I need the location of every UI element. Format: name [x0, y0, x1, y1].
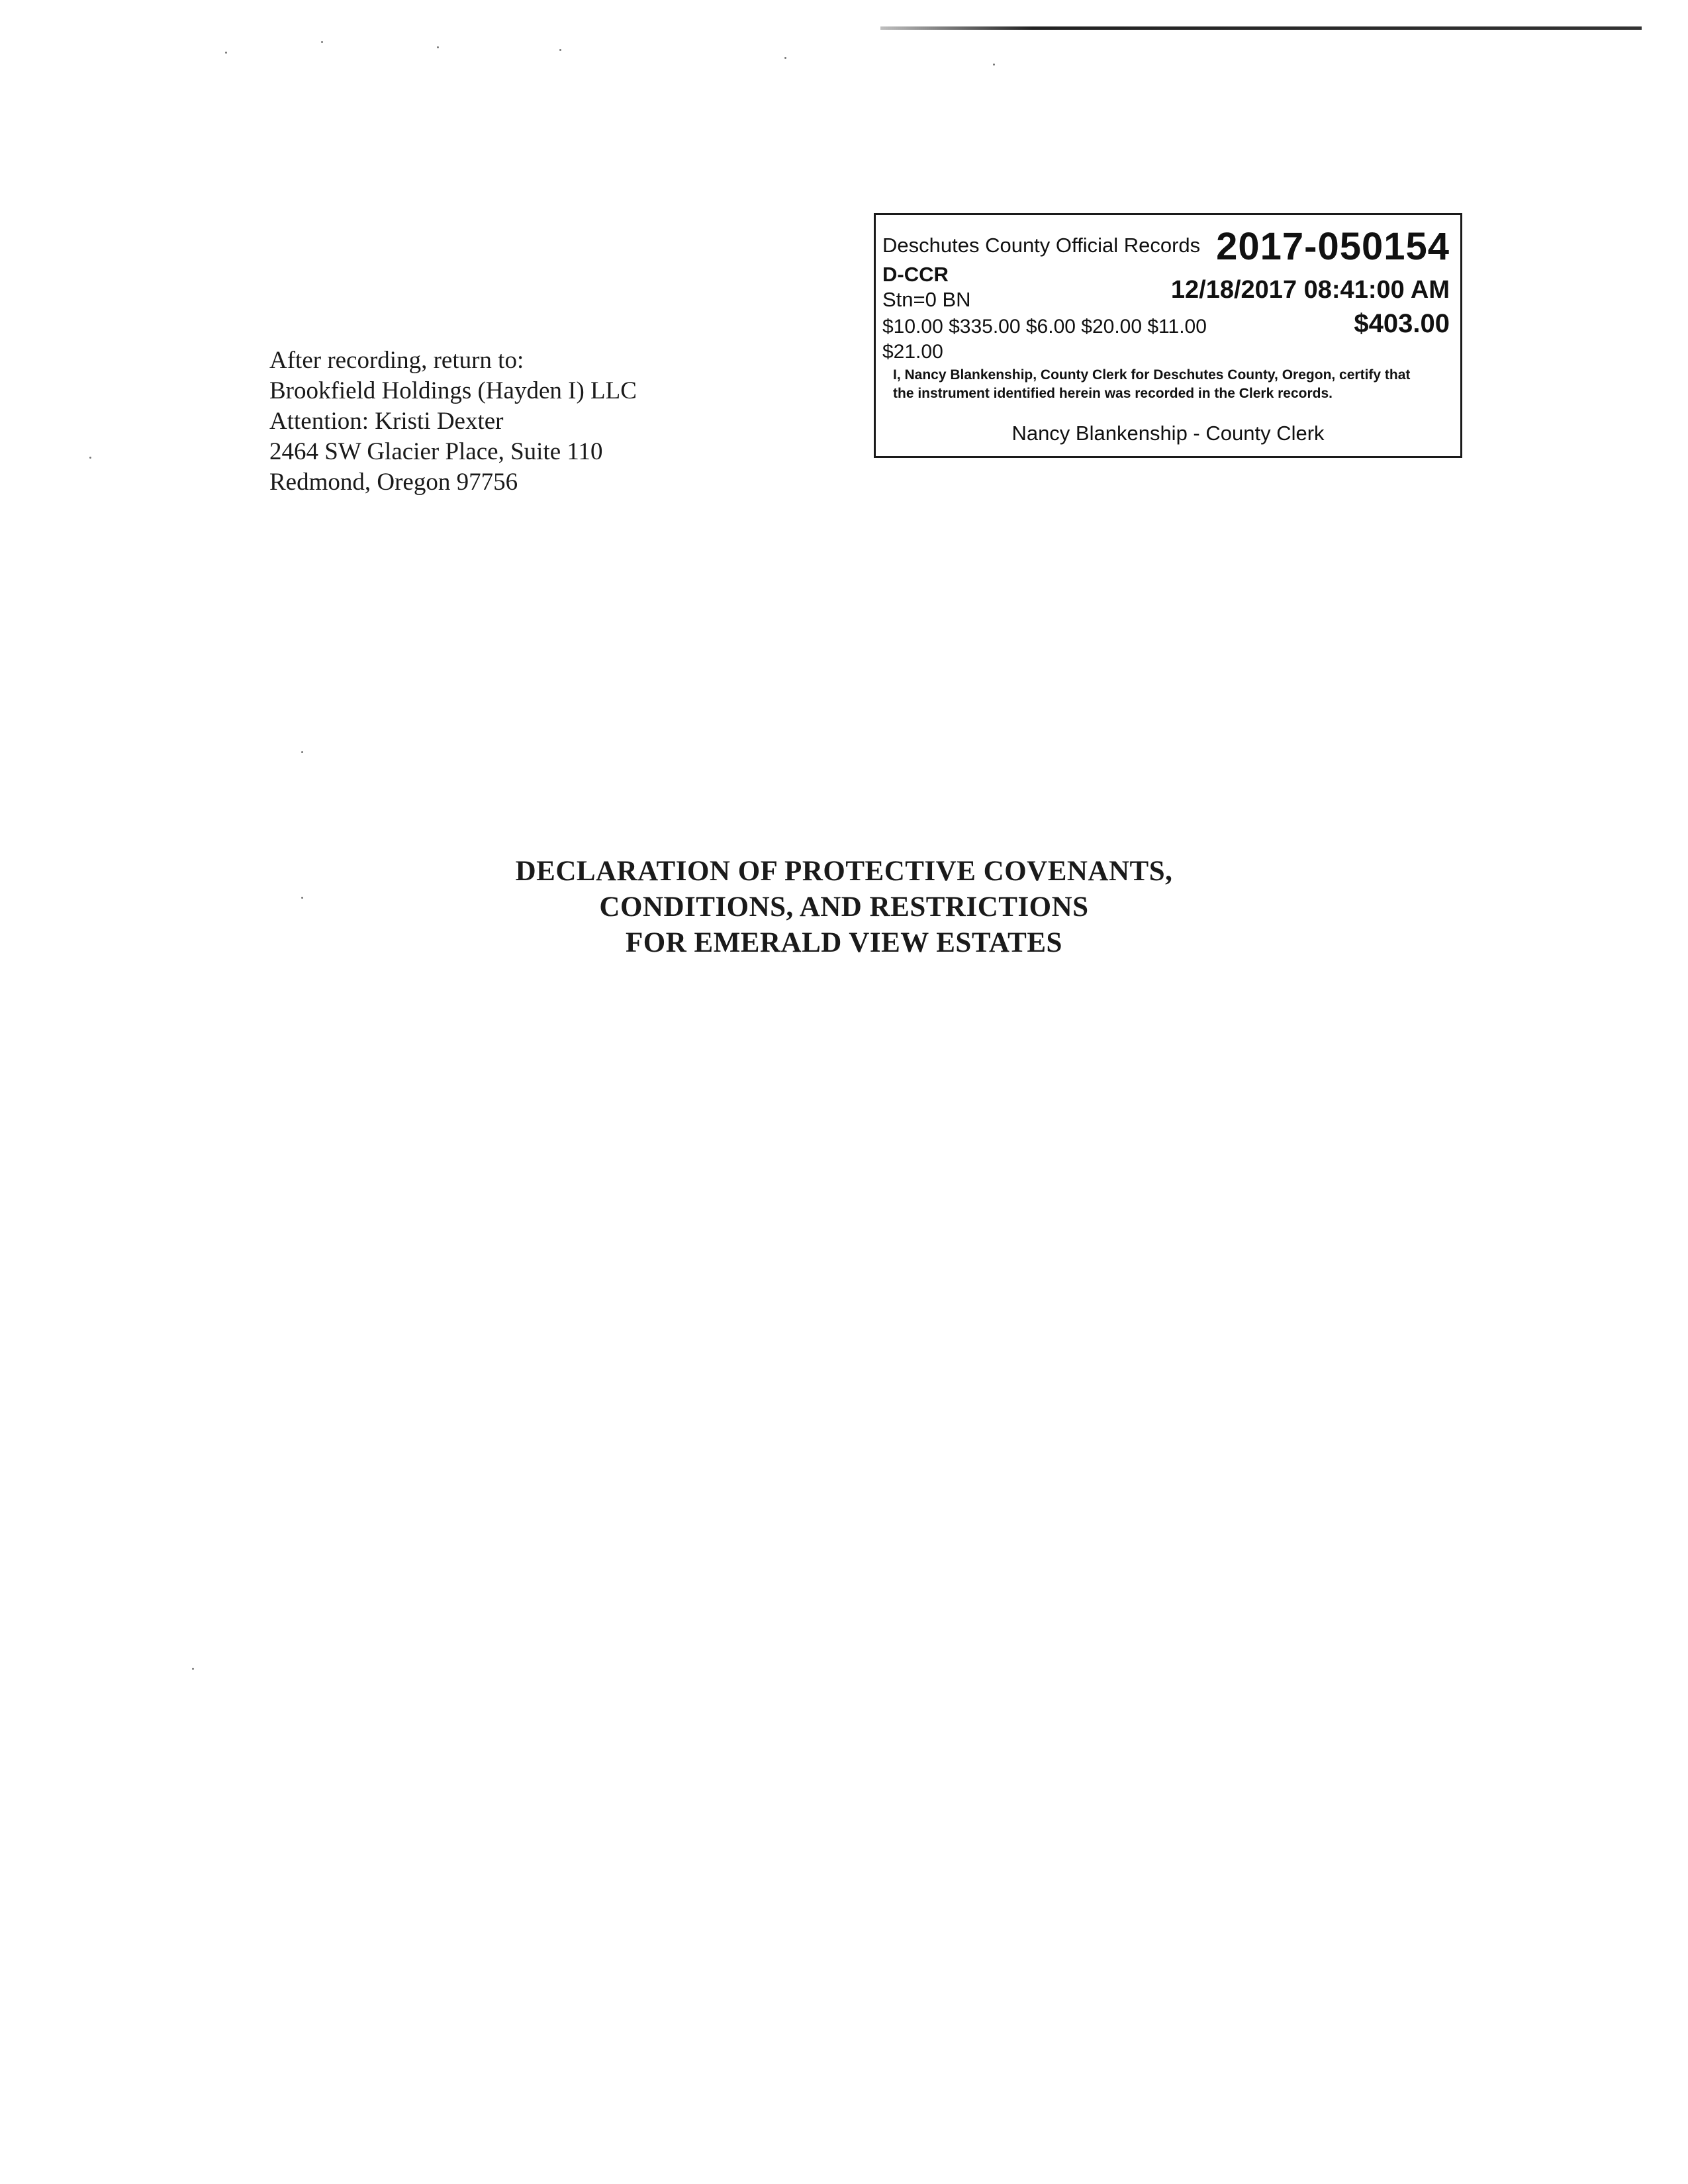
scan-speck — [89, 457, 91, 459]
document-number: 2017-050154 — [1216, 225, 1450, 268]
fees-line: $21.00 — [882, 341, 943, 363]
station-code: Stn=0 BN — [882, 288, 971, 311]
return-address-heading: After recording, return to: — [269, 347, 524, 374]
clerk-signature: Nancy Blankenship - County Clerk — [1011, 422, 1325, 445]
return-address-block — [269, 345, 637, 498]
recorded-datetime: 12/18/2017 08:41:00 AM — [1170, 276, 1450, 304]
title-line: DECLARATION OF PROTECTIVE COVENANTS, — [515, 856, 1173, 887]
return-address-line: Redmond, Oregon 97756 — [269, 469, 518, 496]
fees-line: $10.00 $335.00 $6.00 $20.00 $11.00 — [882, 316, 1207, 338]
scan-speck — [784, 57, 786, 59]
recording-stamp — [874, 213, 1462, 458]
fees-total: $403.00 — [1354, 309, 1450, 338]
scan-speck — [225, 52, 227, 54]
document-title — [331, 854, 1357, 961]
scan-speck — [192, 1668, 194, 1670]
document-type: D-CCR — [882, 263, 949, 286]
certification-text: I, Nancy Blankenship, County Clerk for Deschutes County, Oregon, certify that the instrument identified herein was recorded in the Clerk records. — [893, 367, 1411, 401]
recording-office: Deschutes County Official Records — [882, 234, 1201, 257]
title-line: CONDITIONS, AND RESTRICTIONS — [599, 891, 1089, 923]
return-address-line: 2464 SW Glacier Place, Suite 110 — [269, 438, 603, 465]
title-line: FOR EMERALD VIEW ESTATES — [626, 927, 1062, 958]
scan-speck — [321, 41, 323, 43]
scan-speck — [437, 46, 439, 48]
scan-speck — [301, 897, 303, 899]
return-address-line: Attention: Kristi Dexter — [269, 408, 504, 435]
scan-speck — [993, 64, 995, 66]
scan-speck — [559, 49, 561, 51]
scan-artifact-line — [880, 26, 1642, 30]
return-address-line: Brookfield Holdings (Hayden I) LLC — [269, 377, 637, 404]
scan-speck — [301, 751, 303, 753]
